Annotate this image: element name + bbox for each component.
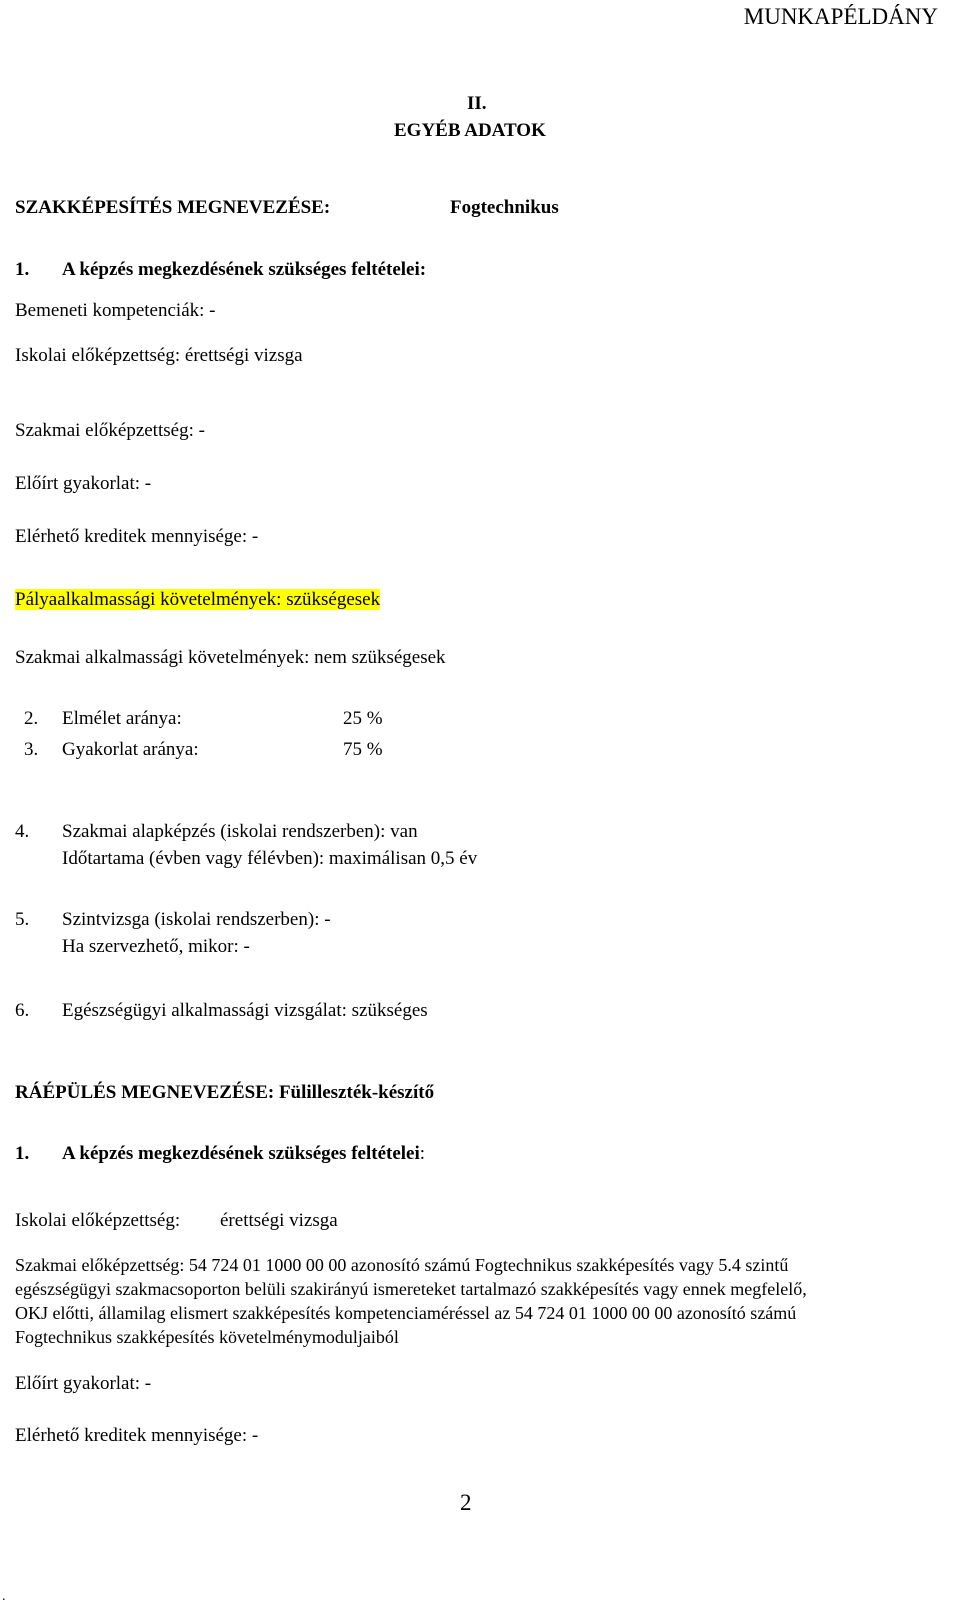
- professional-requirements: Szakmai alkalmassági követelmények: nem szükségesek: [15, 647, 446, 668]
- item3-label: Gyakorlat aránya:: [62, 739, 199, 760]
- part2-item1-colon: :: [419, 1143, 426, 1164]
- career-requirements-highlighted: Pályaalkalmassági követelmények: szükségesek: [15, 589, 381, 610]
- part2-credits: Elérhető kreditek mennyisége: -: [15, 1425, 259, 1446]
- item2-label: Elmélet aránya:: [62, 708, 182, 729]
- credits: Elérhető kreditek mennyisége: -: [15, 526, 259, 547]
- school-prerequisite: Iskolai előképzettség: érettségi vizsga: [15, 345, 303, 366]
- item3-number: 3.: [24, 739, 39, 760]
- item2-number: 2.: [24, 708, 39, 729]
- item4-number: 4.: [15, 821, 30, 842]
- item2-value: 25 %: [343, 708, 383, 729]
- qualification-label: SZAKKÉPESÍTÉS MEGNEVEZÉSE:: [15, 197, 331, 218]
- section-title: EGYÉB ADATOK: [394, 120, 546, 141]
- item4-line2: Időtartama (évben vagy félévben): maximálisan 0,5 év: [62, 848, 478, 869]
- part2-item1-heading: [62, 1144, 425, 1163]
- item6-number: 6.: [15, 1000, 30, 1021]
- part2-item1-title: A képzés megkezdésének szükséges feltételei: [62, 1143, 420, 1164]
- page-number: 2: [460, 1490, 472, 1515]
- part2-item1-number: 1.: [15, 1143, 30, 1164]
- item5-line1: Szintvizsga (iskolai rendszerben): -: [62, 909, 331, 930]
- required-practice: Előírt gyakorlat: -: [15, 473, 152, 494]
- professional-prerequisite: Szakmai előképzettség: -: [15, 420, 205, 441]
- section-number: II.: [467, 93, 487, 114]
- part2-prof-prereq-line4: Fogtechnikus szakképesítés követelménymoduljaiból: [15, 1327, 399, 1347]
- part2-prof-prereq-line2: egészségügyi szakmacsoporton belüli szakirányú ismereteket tartalmazó szakképesítés vagy ennek megfelelő,: [15, 1279, 807, 1299]
- document-stamp-label: MUNKAPÉLDÁNY: [743, 4, 938, 29]
- item3-value: 75 %: [343, 739, 383, 760]
- footer-dot: .: [2, 1589, 6, 1604]
- part2-prof-prereq-line1: Szakmai előképzettség: 54 724 01 1000 00 00 azonosító számú Fogtechnikus szakképesítés vagy 5.4 szintű: [15, 1255, 789, 1275]
- part2-title: RÁÉPÜLÉS MEGNEVEZÉSE: Fülilleszték-készítő: [15, 1082, 435, 1103]
- part1-item1-title: A képzés megkezdésének szükséges feltételei:: [62, 259, 427, 280]
- part2-required-practice: Előírt gyakorlat: -: [15, 1373, 152, 1394]
- qualification-value: Fogtechnikus: [450, 197, 559, 218]
- item4-line1: Szakmai alapképzés (iskolai rendszerben): van: [62, 821, 418, 842]
- part2-school-value: érettségi vizsga: [220, 1210, 338, 1231]
- entry-competencies: Bemeneti kompetenciák: -: [15, 300, 216, 321]
- part2-prof-prereq-line3: OKJ előtti, államilag elismert szakképesítés kompetenciaméréssel az 54 724 01 1000 00 00 azonosító számú: [15, 1303, 797, 1323]
- item5-number: 5.: [15, 909, 30, 930]
- item5-line2: Ha szervezhető, mikor: -: [62, 936, 250, 957]
- part1-item1-number: 1.: [15, 259, 30, 280]
- part2-school-label: Iskolai előképzettség:: [15, 1210, 181, 1231]
- item6-text: Egészségügyi alkalmassági vizsgálat: szükséges: [62, 1000, 428, 1021]
